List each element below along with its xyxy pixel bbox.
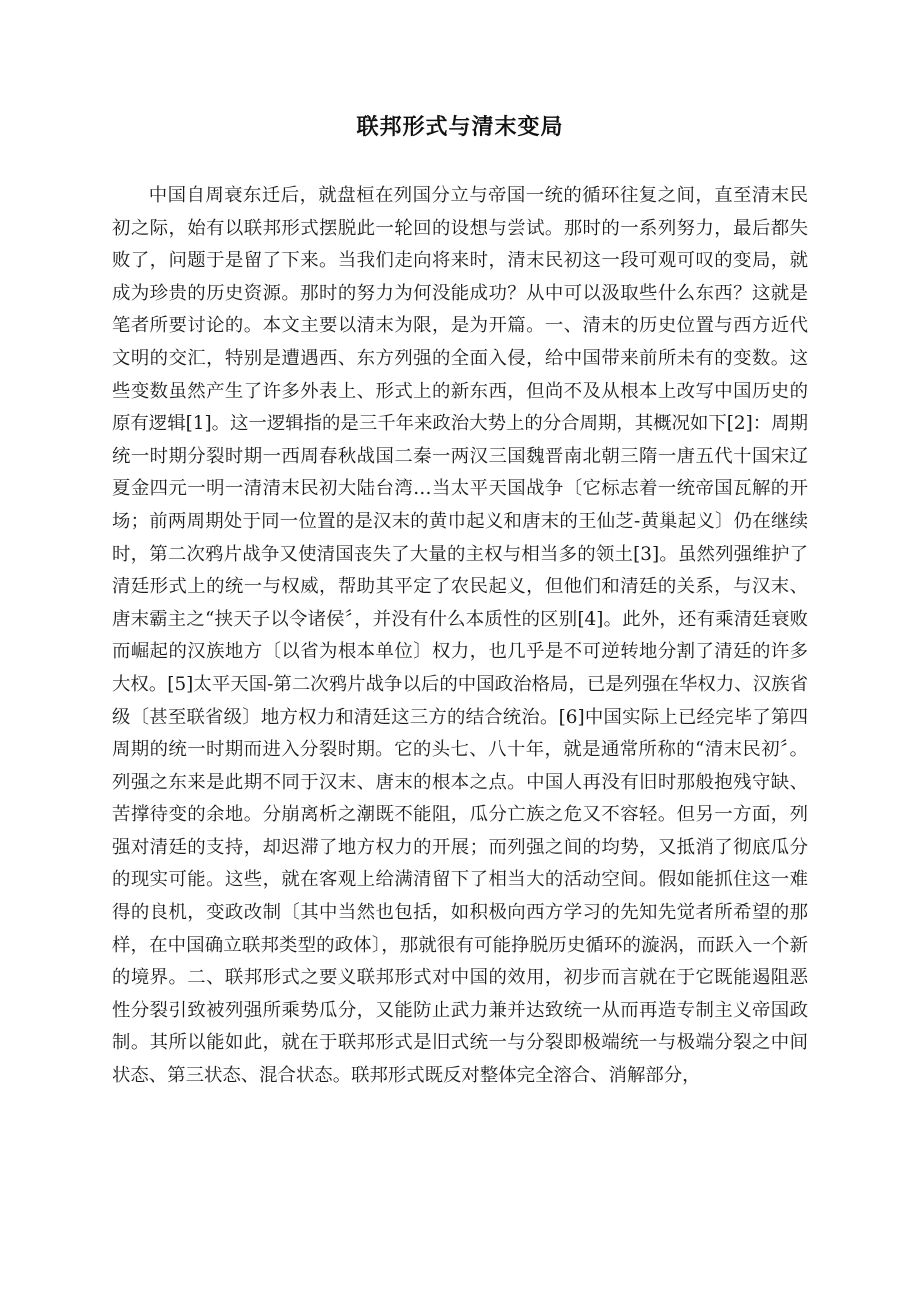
body-paragraph: 中国自周衰东迁后，就盘桓在列国分立与帝国一统的循环往复之间，直至清末民初之际，始有以联邦形式摆脱此一轮回的设想与尝试。那时的一系列努力，最后都失败了，问题于是留了下来。当我们走向将来时，清末民初这一段可观可叹的变局，就成为珍贵的历史资源。那时的努力为何没能成功？从中可以汲取些什么东西？这就是笔者所要讨论的。本文主要以清末为限，是为开篇。一、清末的历史位置与西方近代文明的交汇，特别是遭遇西、东方列强的全面入侵，给中国带来前所未有的变数。这些变数虽然产生了许多外表上、形式上的新东西，但尚不及从根本上改写中国历史的原有逻辑[1]。这一逻辑指的是三千年来政治大势上的分合周期，其概况如下[2]：周期统一时期分裂时期一西周春秋战国二秦一两汉三国魏晋南北朝三隋一唐五代十国宋辽夏金四元一明一清清末民初大陆台湾…当太平天国战争〔它标志着一统帝国瓦解的开场；前两周期处于同一位置的是汉末的黄巾起义和唐末的王仙芝-黄巢起义〕仍在继续时，第二次鸦片战争又使清国丧失了大量的主权与相当多的领土[3]。虽然列强维护了清廷形式上的统一与权威，帮助其平定了农民起义，但他们和清廷的关系，与汉末、唐末霸主之“挟天子以令诸侯〞，并没有什么本质性的区别[4]。此外，还有乘清廷衰败而崛起的汉族地方〔以省为根本单位〕权力，也几乎是不可逆转地分割了清廷的许多大权。[5]太平天国-第二次鸦片战争以后的中国政治格局，已是列强在华权力、汉族省级〔甚至联省级〕地方权力和清廷这三方的结合统治。[6]中国实际上已经完毕了第四周期的统一时期而进入分裂时期。它的头七、八十年，就是通常所称的“清末民初〞。列强之东来是此期不同于汉末、唐末的根本之点。中国人再没有旧时那般抱残守缺、苦撑待变的余地。分崩离析之潮既不能阻，瓜分亡族之危又不容轻。但另一方面，列强对清廷的支持，却迟滞了地方权力的开展；而列强之间的均势，又抵消了彻底瓜分的现实可能。这些，就在客观上给满清留下了相当大的活动空间。假如能抓住这一难得的良机，变政改制〔其中当然也包括，如积极向西方学习的先知先觉者所希望的那样，在中国确立联邦类型的政体〕，那就很有可能挣脱历史循环的漩涡，而跃入一个新的境界。二、联邦形式之要义联邦形式对中国的效用，初步而言就在于它既能遏阻恶性分裂引致被列强所乘势瓜分，又能防止武力兼并达致统一从而再造专制主义帝国政制。其所以能如此，就在于联邦形式是旧式统一与分裂即极端统一与极端分裂之中间状态、第三状态、混合状态。联邦形式既反对整体完全溶合、消解部分， [112, 185, 808, 1087]
document-title: 联邦形式与清末变局 [356, 115, 564, 140]
